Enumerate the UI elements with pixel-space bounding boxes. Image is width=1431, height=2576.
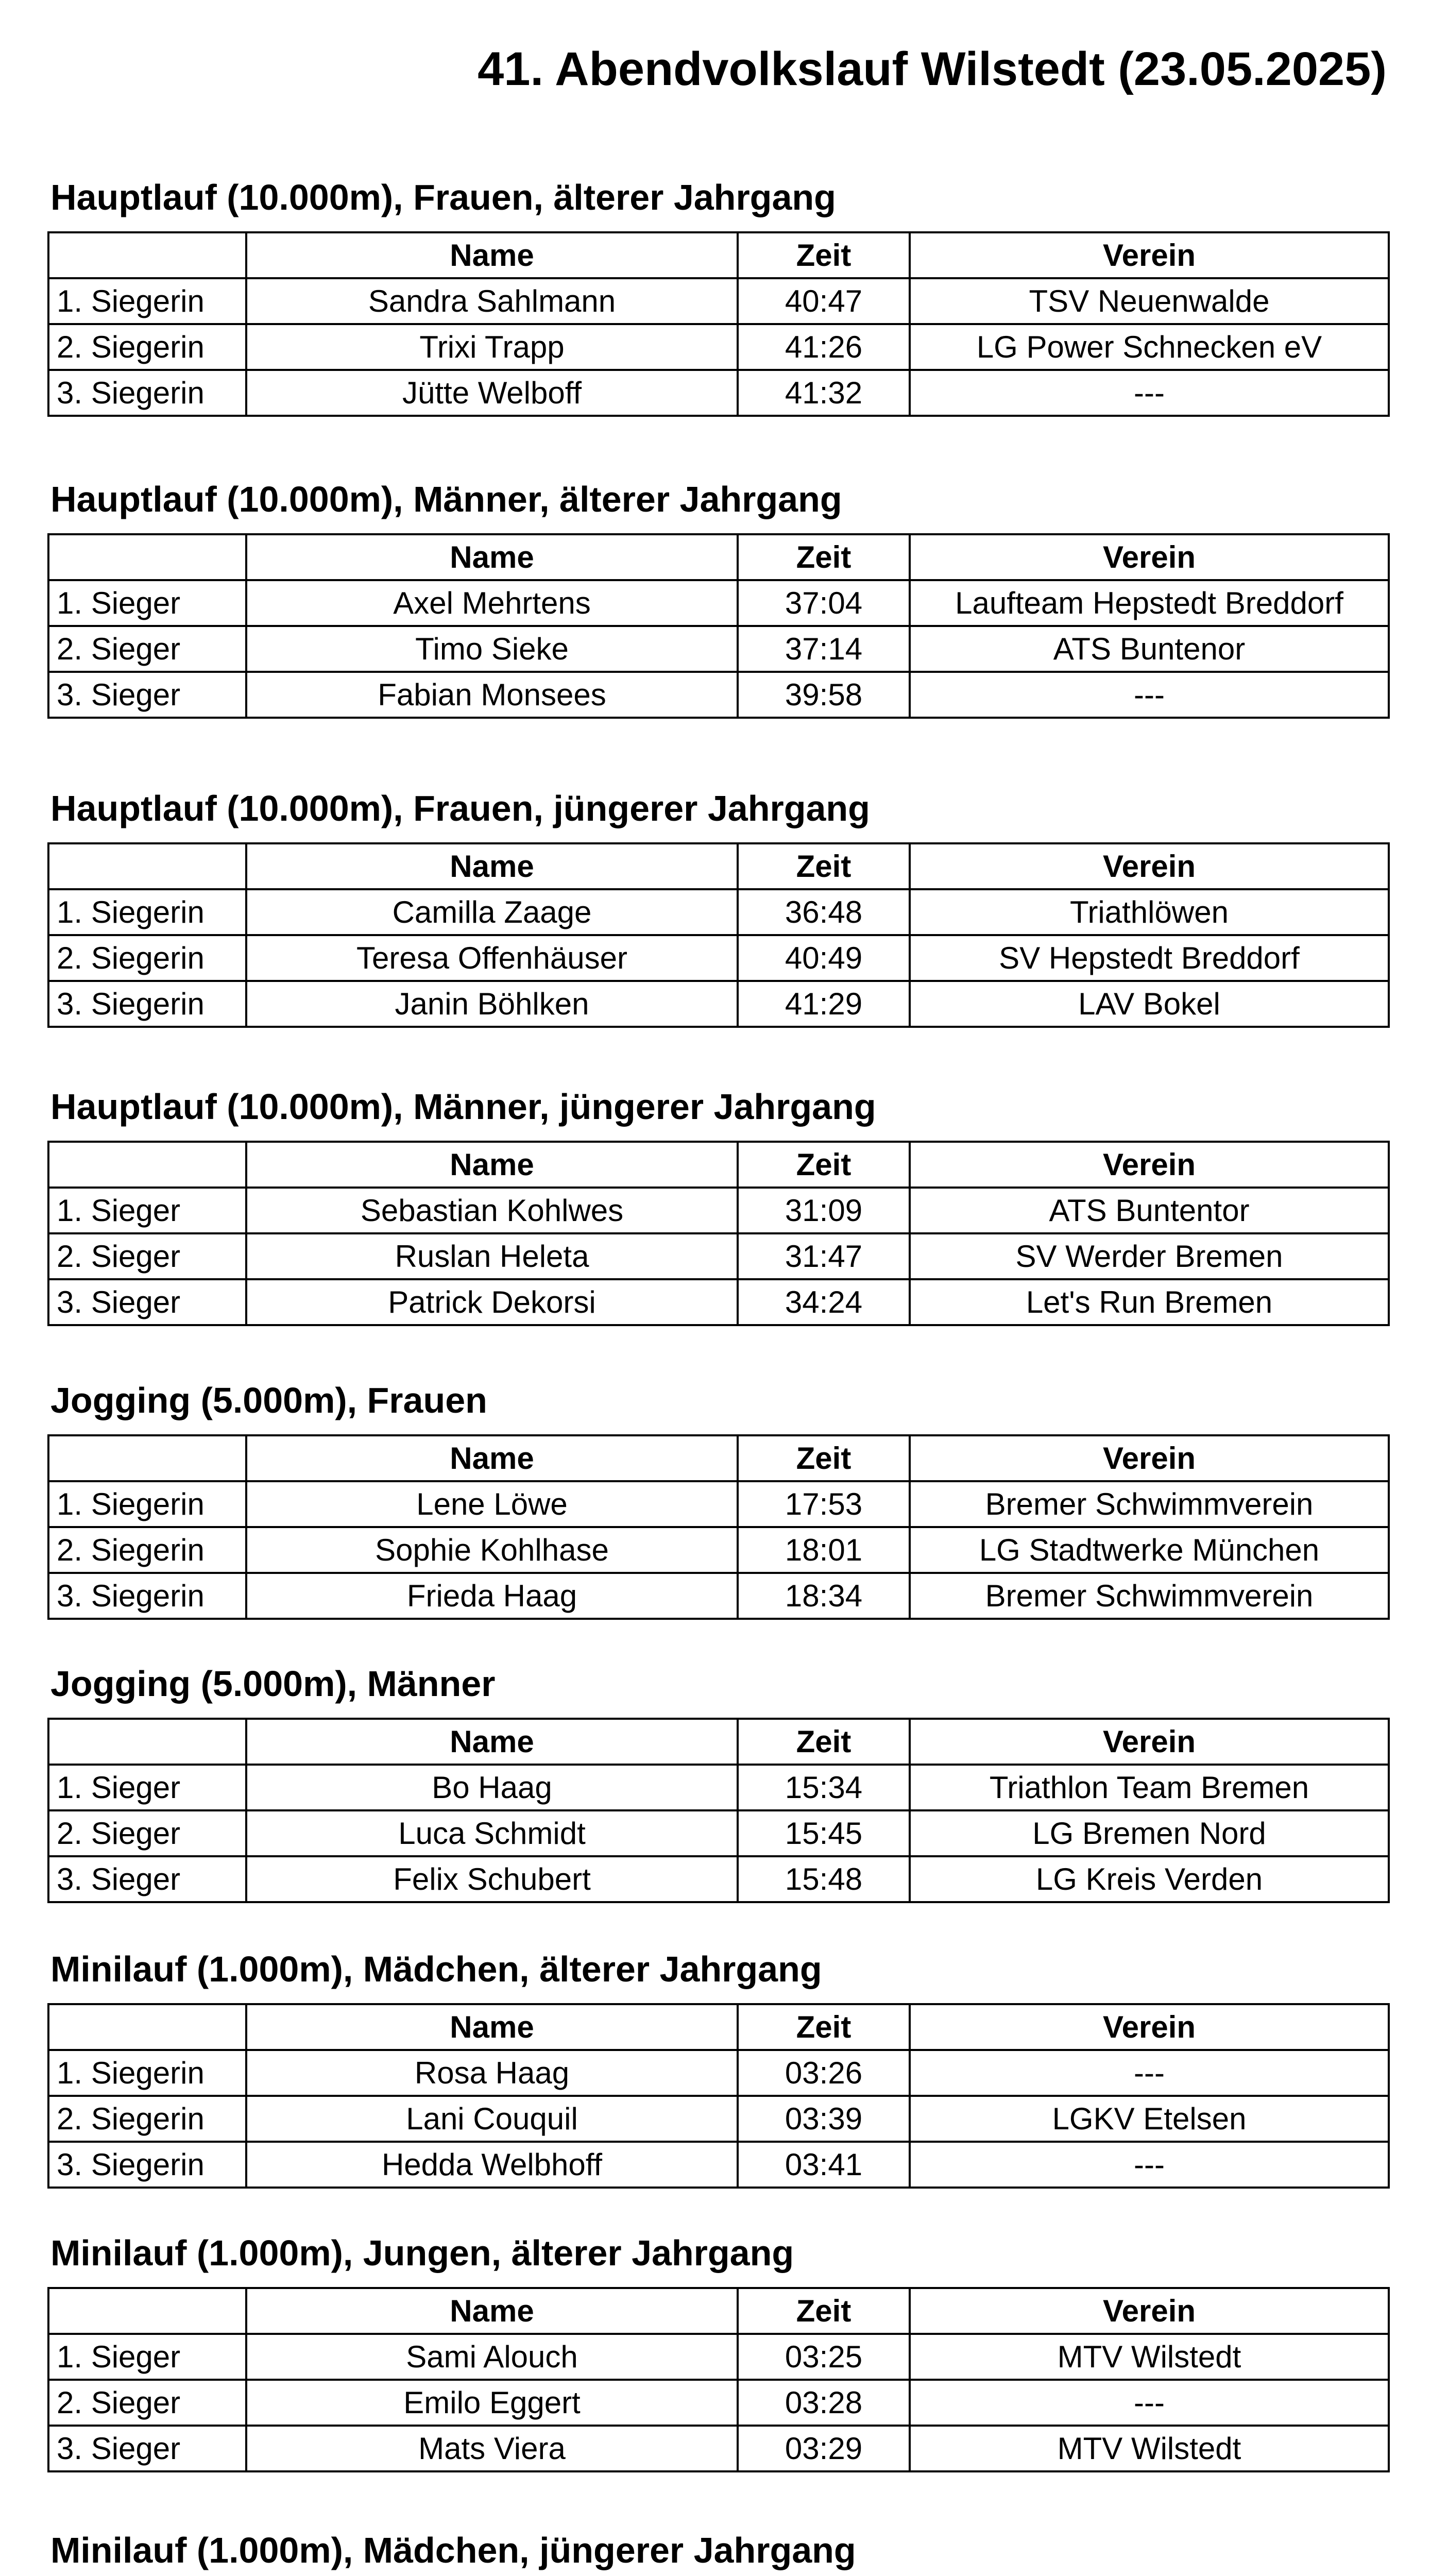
name-cell: Sophie Kohlhase [246,1527,738,1573]
results-table [47,231,1390,417]
section-heading: Minilauf (1.000m), Mädchen, älterer Jahrgang [50,1949,822,1989]
name-cell: Lani Couquil [246,2096,738,2142]
place-cell: 3. Sieger [48,672,246,718]
section-heading: Hauptlauf (10.000m), Frauen, älterer Jahrgang [50,177,836,217]
time-column-header: Zeit [738,534,910,580]
place-column-header [48,232,246,278]
table-header-row [48,1719,1389,1765]
table-header-row [48,2004,1389,2050]
place-cell: 2. Sieger [48,1233,246,1279]
results-table [47,842,1390,1028]
time-cell: 15:45 [738,1810,910,1856]
name-cell: Mats Viera [246,2426,738,2471]
time-column-header: Zeit [738,232,910,278]
results-table [47,1718,1390,1903]
table-row [48,2426,1389,2471]
time-cell: 18:34 [738,1573,910,1619]
table-row [48,672,1389,718]
section-heading: Hauptlauf (10.000m), Männer, jüngerer Jahrgang [50,1087,876,1127]
name-cell: Timo Sieke [246,626,738,672]
place-cell: 3. Siegerin [48,2142,246,2188]
table-row [48,1765,1389,1810]
table-row [48,935,1389,981]
time-column-header: Zeit [738,1719,910,1765]
results-table [47,2003,1390,2189]
table-header-row [48,232,1389,278]
club-cell: Let's Run Bremen [910,1279,1389,1325]
time-cell: 15:48 [738,1856,910,1902]
name-cell: Sebastian Kohlwes [246,1188,738,1233]
table-header-row [48,2288,1389,2334]
time-cell: 37:04 [738,580,910,626]
place-cell: 3. Siegerin [48,981,246,1027]
time-column-header: Zeit [738,2004,910,2050]
section-heading: Minilauf (1.000m), Jungen, älterer Jahrgang [50,2233,794,2273]
time-cell: 17:53 [738,1481,910,1527]
name-cell: Luca Schmidt [246,1810,738,1856]
name-cell: Hedda Welbhoff [246,2142,738,2188]
club-cell: Bremer Schwimmverein [910,1573,1389,1619]
table-row [48,2142,1389,2188]
place-cell: 2. Sieger [48,2380,246,2426]
table-row [48,2380,1389,2426]
club-cell: Bremer Schwimmverein [910,1481,1389,1527]
place-column-header [48,534,246,580]
name-cell: Fabian Monsees [246,672,738,718]
name-cell: Felix Schubert [246,1856,738,1902]
place-cell: 2. Siegerin [48,1527,246,1573]
table-header-row [48,843,1389,889]
name-cell: Sami Alouch [246,2334,738,2380]
name-cell: Frieda Haag [246,1573,738,1619]
club-cell: LG Stadtwerke München [910,1527,1389,1573]
table-row [48,1188,1389,1233]
name-cell: Rosa Haag [246,2050,738,2096]
table-row [48,1810,1389,1856]
club-cell: MTV Wilstedt [910,2426,1389,2471]
time-column-header: Zeit [738,1435,910,1481]
time-cell: 03:25 [738,2334,910,2380]
club-column-header: Verein [910,2288,1389,2334]
place-cell: 2. Sieger [48,626,246,672]
table-row [48,626,1389,672]
place-column-header [48,1142,246,1188]
name-cell: Lene Löwe [246,1481,738,1527]
club-cell: --- [910,370,1389,416]
name-column-header: Name [246,1142,738,1188]
results-table [47,1434,1390,1620]
table-row [48,1527,1389,1573]
club-column-header: Verein [910,1435,1389,1481]
place-cell: 1. Sieger [48,1188,246,1233]
name-column-header: Name [246,534,738,580]
name-cell: Ruslan Heleta [246,1233,738,1279]
time-cell: 34:24 [738,1279,910,1325]
place-column-header [48,1719,246,1765]
time-cell: 03:41 [738,2142,910,2188]
club-cell: SV Hepstedt Breddorf [910,935,1389,981]
name-cell: Emilo Eggert [246,2380,738,2426]
place-column-header [48,2288,246,2334]
section-heading: Hauptlauf (10.000m), Männer, älterer Jahrgang [50,479,842,519]
time-cell: 41:26 [738,324,910,370]
club-column-header: Verein [910,1142,1389,1188]
place-cell: 3. Sieger [48,1279,246,1325]
time-cell: 40:47 [738,278,910,324]
time-cell: 40:49 [738,935,910,981]
club-cell: MTV Wilstedt [910,2334,1389,2380]
table-row [48,324,1389,370]
name-column-header: Name [246,232,738,278]
table-row [48,1856,1389,1902]
table-row [48,278,1389,324]
table-row [48,2050,1389,2096]
place-cell: 3. Sieger [48,2426,246,2471]
name-column-header: Name [246,2004,738,2050]
table-row [48,1233,1389,1279]
club-cell: LGKV Etelsen [910,2096,1389,2142]
place-cell: 2. Sieger [48,1810,246,1856]
time-cell: 03:26 [738,2050,910,2096]
time-cell: 03:39 [738,2096,910,2142]
results-table [47,2287,1390,2472]
place-cell: 1. Sieger [48,2334,246,2380]
club-cell: Laufteam Hepstedt Breddorf [910,580,1389,626]
place-cell: 2. Siegerin [48,324,246,370]
club-column-header: Verein [910,843,1389,889]
place-cell: 1. Siegerin [48,2050,246,2096]
club-column-header: Verein [910,2004,1389,2050]
club-cell: LG Power Schnecken eV [910,324,1389,370]
time-column-header: Zeit [738,2288,910,2334]
place-cell: 1. Siegerin [48,889,246,935]
name-column-header: Name [246,1435,738,1481]
club-cell: LG Kreis Verden [910,1856,1389,1902]
name-cell: Trixi Trapp [246,324,738,370]
place-cell: 2. Siegerin [48,935,246,981]
section-heading: Jogging (5.000m), Männer [50,1664,496,1704]
club-cell: --- [910,2380,1389,2426]
section-heading: Minilauf (1.000m), Mädchen, jüngerer Jahrgang [50,2530,856,2570]
club-column-header: Verein [910,534,1389,580]
place-cell: 1. Siegerin [48,278,246,324]
name-cell: Teresa Offenhäuser [246,935,738,981]
name-cell: Camilla Zaage [246,889,738,935]
club-cell: Triathlon Team Bremen [910,1765,1389,1810]
place-cell: 1. Siegerin [48,1481,246,1527]
table-header-row [48,1435,1389,1481]
place-cell: 3. Siegerin [48,370,246,416]
time-cell: 31:09 [738,1188,910,1233]
section-heading: Jogging (5.000m), Frauen [50,1380,487,1420]
table-row [48,889,1389,935]
club-cell: --- [910,2142,1389,2188]
club-cell: TSV Neuenwalde [910,278,1389,324]
club-cell: --- [910,2050,1389,2096]
name-cell: Sandra Sahlmann [246,278,738,324]
name-cell: Axel Mehrtens [246,580,738,626]
club-cell: Triathlöwen [910,889,1389,935]
name-cell: Jütte Welboff [246,370,738,416]
time-cell: 36:48 [738,889,910,935]
time-cell: 37:14 [738,626,910,672]
club-cell: LG Bremen Nord [910,1810,1389,1856]
name-cell: Bo Haag [246,1765,738,1810]
time-cell: 39:58 [738,672,910,718]
table-row [48,370,1389,416]
table-row [48,2096,1389,2142]
table-header-row [48,534,1389,580]
time-cell: 31:47 [738,1233,910,1279]
results-table [47,1141,1390,1326]
name-column-header: Name [246,843,738,889]
name-cell: Patrick Dekorsi [246,1279,738,1325]
time-cell: 03:29 [738,2426,910,2471]
table-row [48,1573,1389,1619]
name-column-header: Name [246,1719,738,1765]
place-cell: 2. Siegerin [48,2096,246,2142]
place-column-header [48,1435,246,1481]
club-cell: LAV Bokel [910,981,1389,1027]
club-cell: --- [910,672,1389,718]
place-column-header [48,2004,246,2050]
section-heading: Hauptlauf (10.000m), Frauen, jüngerer Jahrgang [50,788,870,828]
club-column-header: Verein [910,1719,1389,1765]
time-cell: 03:28 [738,2380,910,2426]
table-row [48,2334,1389,2380]
results-table [47,533,1390,719]
name-cell: Janin Böhlken [246,981,738,1027]
time-column-header: Zeit [738,843,910,889]
time-column-header: Zeit [738,1142,910,1188]
club-cell: ATS Buntenor [910,626,1389,672]
place-cell: 3. Siegerin [48,1573,246,1619]
time-cell: 41:32 [738,370,910,416]
club-column-header: Verein [910,232,1389,278]
table-header-row [48,1142,1389,1188]
place-cell: 1. Sieger [48,580,246,626]
table-row [48,1481,1389,1527]
table-row [48,580,1389,626]
place-cell: 1. Sieger [48,1765,246,1810]
place-column-header [48,843,246,889]
table-row [48,981,1389,1027]
club-cell: SV Werder Bremen [910,1233,1389,1279]
time-cell: 15:34 [738,1765,910,1810]
place-cell: 3. Sieger [48,1856,246,1902]
document-title: 41. Abendvolkslauf Wilstedt (23.05.2025) [478,43,1387,95]
table-row [48,1279,1389,1325]
club-cell: ATS Buntentor [910,1188,1389,1233]
time-cell: 18:01 [738,1527,910,1573]
time-cell: 41:29 [738,981,910,1027]
name-column-header: Name [246,2288,738,2334]
